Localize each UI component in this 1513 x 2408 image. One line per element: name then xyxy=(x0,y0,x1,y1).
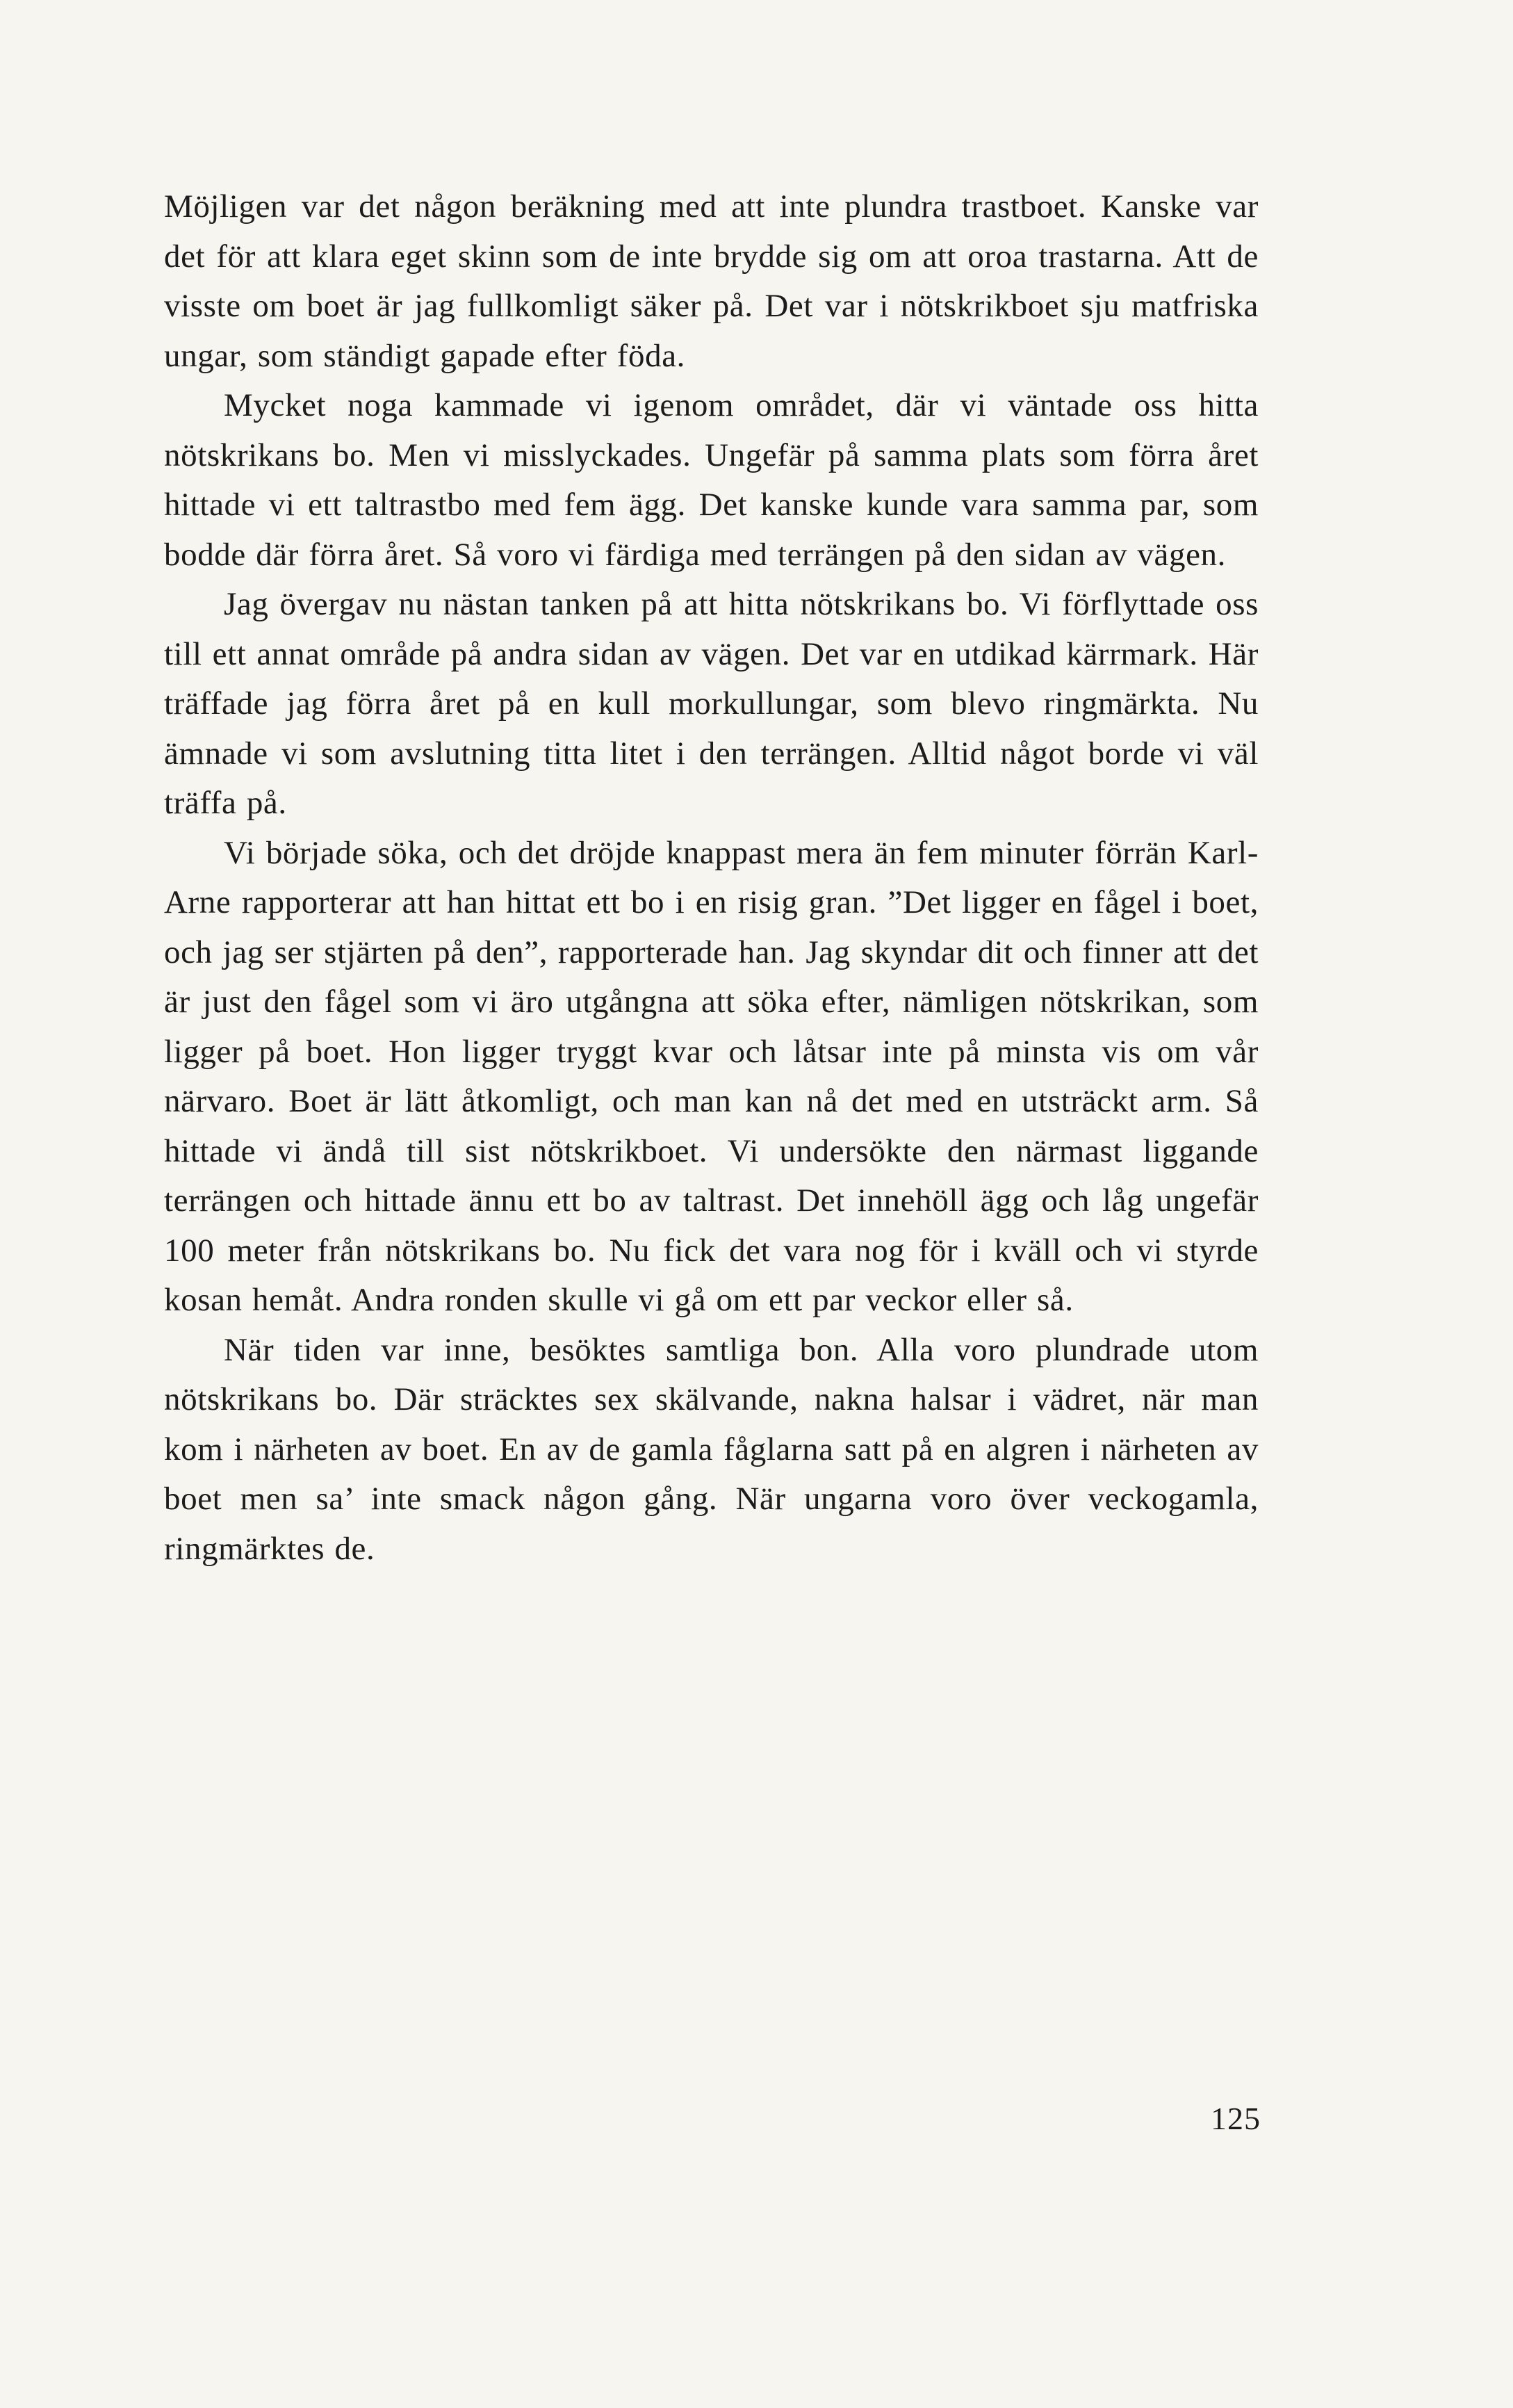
paragraph-2: Mycket noga kammade vi igenom området, där vi väntade oss hitta nötskrikans bo. Men vi misslyckades. Ungefär på samma plats som förra året hittade vi ett taltrastbo med fem ägg. Det kanske kunde vara samma par, som bodde där förra året. Så voro vi färdiga med terrängen på den sidan av vägen. xyxy=(164,387,1259,573)
paragraph-1: Möjligen var det någon beräkning med att inte plundra trastboet. Kanske var det för att klara eget skinn som de inte brydde sig om att oroa trastarna. Att de visste om boet är jag fullkomligt säker på. Det var i nötskrikboet sju matfriska ungar, som ständigt gapade efter föda. xyxy=(164,188,1259,374)
paragraph-4: Vi började söka, och det dröjde knappast mera än fem minuter förrän Karl-Arne rapporterar att han hittat ett bo i en risig gran. ”Det ligger en fågel i boet, och jag ser stjärten på den”, rapporterade han. Jag skyndar dit och finner att det är just den fågel som vi äro utgångna att söka efter, nämligen nötskrikan, som ligger på boet. Hon ligger tryggt kvar och låtsar inte på minsta vis om vår närvaro. Boet är lätt åtkomligt, och man kan nå det med en utsträckt arm. Så hittade vi ändå till sist nötskrikboet. Vi undersökte den närmast liggande terrängen och hittade ännu ett bo av taltrast. Det innehöll ägg och låg ungefär 100 meter från nötskrikans bo. Nu fick det vara nog för i kväll och vi styrde kosan hemåt. Andra ronden skulle vi gå om ett par veckor eller så. xyxy=(164,834,1259,1318)
paragraph-5: När tiden var inne, besöktes samtliga bon. Alla voro plundrade utom nötskrikans bo. Där sträcktes sex skälvande, nakna halsar i vädret, när man kom i närheten av boet. En av de gamla fåglarna satt på en algren i närheten av boet men sa’ inte smack någon gång. När ungarna voro över veckogamla, ringmärktes de. xyxy=(164,1331,1259,1567)
paragraph-3: Jag övergav nu nästan tanken på att hitta nötskrikans bo. Vi förflyttade oss till ett annat område på andra sidan av vägen. Det var en utdikad kärrmark. Här träffade jag förra året på en kull morkullungar, som blevo ringmärkta. Nu ämnade vi som avslutning titta litet i den terrängen. Alltid något borde vi väl träffa på. xyxy=(164,586,1259,821)
body-text xyxy=(164,182,1259,1574)
page-number: 125 xyxy=(1211,2101,1261,2136)
